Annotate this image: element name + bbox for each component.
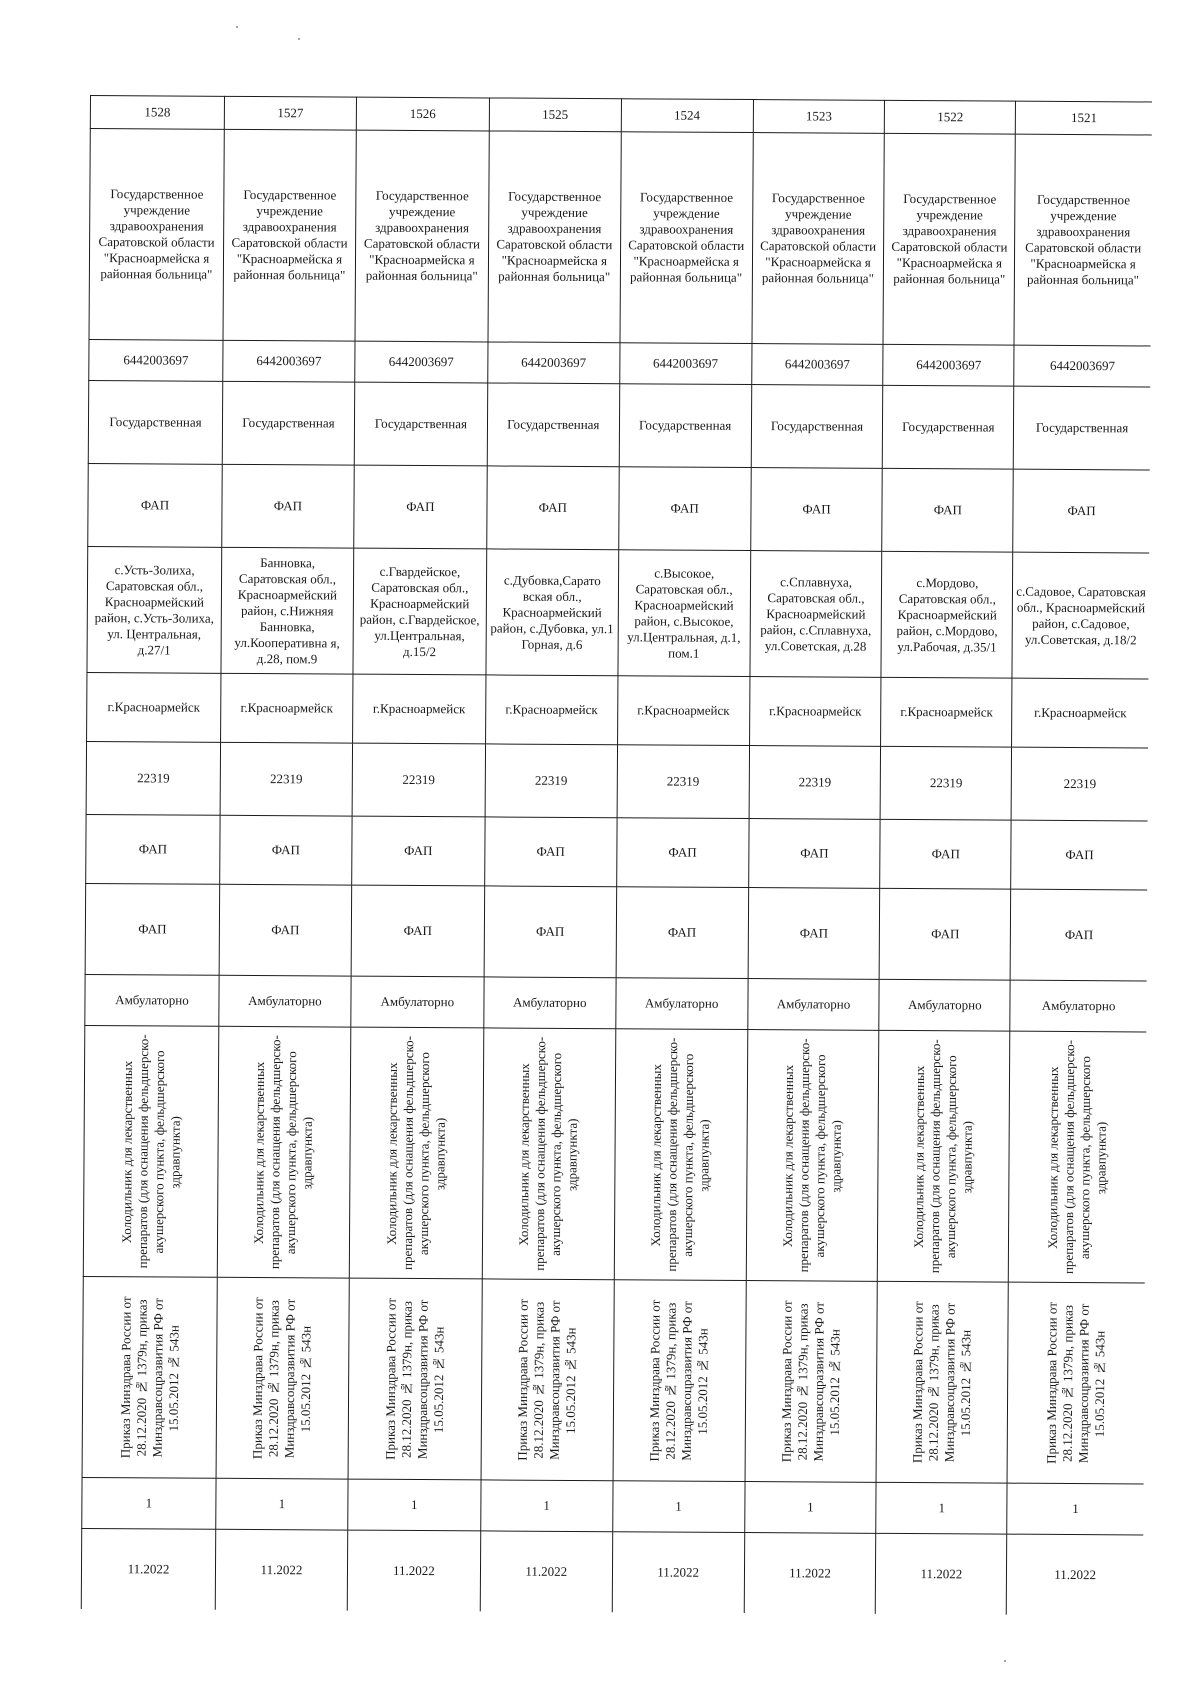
organization-cell: Государственное учреждение здравоохранения Саратовской области "Красноармейска я районная больница" [752,133,885,345]
fap-secondary-cell: ФАП [880,888,1011,980]
facility-type-cell: ФАП [1013,469,1150,553]
quantity-cell: 1 [82,1477,216,1529]
code-cell: 22319 [86,741,220,815]
equipment-cell-text: Холодильник для лекарственных препаратов (для оснащения фельдшерско-акушерского пункта, фельдшерского здравпункта) [251,1035,316,1270]
code-cell: 22319 [617,745,749,819]
ownership-cell: Государственная [751,385,883,469]
row-number-cell: 1521 [1016,101,1152,135]
scan-speck [236,26,238,28]
organization-cell: Государственное учреждение здравоохранения Саратовской области "Красноармейска я районная больница" [89,129,224,341]
care-mode-cell: Амбулаторно [85,974,219,1026]
table-row [82,1477,1144,1534]
facility-type-cell: ФАП [618,467,750,551]
fap-secondary-cell: ФАП [616,887,748,979]
address-cell: с.Высокое, Саратовская обл., Красноармейский район, с.Высокое, ул.Центральная, д.1, пом.1 [618,550,751,677]
fap-secondary-cell: ФАП [219,884,351,976]
inn-cell: 6442003697 [751,344,883,386]
table-row [89,129,1152,346]
inn-cell: 6442003697 [223,340,355,382]
legal-basis-cell-text: Приказ Минздрава России от 28.12.2020 № 1379н, приказ Минздравсоцразвития РФ от 15.05.2012 № 543н [1043,1301,1108,1464]
code-cell: 22319 [1011,747,1148,821]
quantity-cell: 1 [216,1478,348,1530]
address-cell: с.Мордово, Саратовская обл., Красноармейский район, с.Мордово, ул.Рабочая, д.35/1 [881,551,1013,678]
ownership-cell: Государственная [1013,386,1150,470]
table-row [83,1025,1146,1282]
city-cell: г.Красноармейск [749,677,881,747]
quantity-cell: 1 [876,1482,1007,1534]
row-number-cell: 1527 [224,96,356,130]
organization-cell: Государственное учреждение здравоохранения Саратовской области "Красноармейска я районная больница" [1014,134,1152,346]
fap-secondary-cell: ФАП [85,883,220,975]
fap-secondary-cell: ФАП [1010,889,1147,981]
fap-secondary-cell: ФАП [351,885,485,977]
equipment-cell [349,1027,483,1279]
ownership-cell: Государственная [222,381,354,465]
legal-basis-cell-text: Приказ Минздрава России от 28.12.2020 № 1379н, приказ Минздравсоцразвития РФ от 15.05.2012 № 543н [514,1298,579,1461]
inn-cell: 6442003697 [89,339,223,381]
organization-cell: Государственное учреждение здравоохранения Саратовской области "Красноармейска я районная больница" [223,129,356,341]
fap-secondary-cell: ФАП [484,886,616,978]
facility-type-cell: ФАП [487,466,619,550]
care-mode-cell: Амбулаторно [351,976,484,1028]
table-row [89,339,1151,386]
city-cell: г.Красноармейск [1012,678,1149,748]
date-cell: 11.2022 [744,1533,876,1614]
table-row [82,1276,1145,1483]
equipment-cell-text: Холодильник для лекарственных препаратов (для оснащения фельдшерско-акушерского пункта, фельдшерского здравпункта) [911,1039,976,1274]
equipment-cell [1009,1031,1147,1283]
legal-basis-cell [348,1278,482,1480]
facility-type-cell: ФАП [88,463,223,547]
care-mode-cell: Амбулаторно [219,975,351,1027]
inn-cell: 6442003697 [1014,345,1150,387]
inn-cell: 6442003697 [619,343,751,385]
date-cell: 11.2022 [480,1531,612,1612]
care-mode-cell: Амбулаторно [616,978,748,1030]
equipment-cell [746,1030,879,1282]
row-number-cell: 1526 [356,97,489,131]
quantity-cell: 1 [1007,1483,1144,1535]
organization-cell: Государственное учреждение здравоохранения Саратовской области "Красноармейска я районная больница" [620,132,753,344]
code-cell: 22319 [881,746,1012,820]
legal-basis-cell-text: Приказ Минздрава России от 28.12.2020 № 1379н, приказ Минздравсоцразвития РФ от 15.05.2012 № 543н [910,1301,974,1464]
table-body [81,96,1152,1616]
equipment-cell [878,1030,1010,1282]
code-cell: 22319 [485,744,617,818]
city-cell: г.Красноармейск [352,674,485,744]
legal-basis-cell-text: Приказ Минздрава России от 28.12.2020 № 1379н, приказ Минздравсоцразвития РФ от 15.05.2012 № 543н [382,1297,447,1460]
equipment-cell [482,1028,615,1280]
legal-basis-cell-text: Приказ Минздрава России от 28.12.2020 № 1379н, приказ Минздравсоцразвития РФ от 15.05.2012 № 543н [778,1300,843,1463]
city-cell: г.Красноармейск [485,675,617,745]
equipment-cell-text: Холодильник для лекарственных препаратов (для оснащения фельдшерско-акушерского пункта, фельдшерского здравпункта) [516,1036,581,1271]
fap-cell: ФАП [352,816,485,886]
legal-basis-cell-text: Приказ Минздрава России от 28.12.2020 № 1379н, приказ Минздравсоцразвития РФ от 15.05.2012 № 543н [117,1296,182,1459]
city-cell: г.Красноармейск [221,673,353,743]
address-cell: с.Садовое, Саратовская обл., Красноармейский район, с.Садовое, ул.Советская, д.18/2 [1012,552,1149,679]
fap-secondary-cell: ФАП [748,888,880,980]
organization-cell: Государственное учреждение здравоохранения Саратовской области "Красноармейска я районная больница" [488,131,621,343]
equipment-cell [217,1026,350,1278]
equipment-cell-text: Холодильник для лекарственных препаратов (для оснащения фельдшерско-акушерского пункта, фельдшерского здравпункта) [648,1037,712,1272]
inn-cell: 6442003697 [883,344,1014,386]
legal-basis-cell [745,1281,878,1483]
date-cell: 11.2022 [612,1532,744,1613]
fap-cell: ФАП [1011,820,1148,890]
table-row [81,1528,1143,1615]
equipment-cell [614,1029,747,1281]
ownership-cell: Государственная [883,385,1014,469]
inn-cell: 6442003697 [355,341,488,383]
equipment-cell-text: Холодильник для лекарственных препаратов (для оснащения фельдшерско-акушерского пункта, фельдшерского здравпункта) [1045,1039,1109,1275]
quantity-cell: 1 [612,1481,744,1533]
equipment-cell-text: Холодильник для лекарственных препаратов (для оснащения фельдшерско-акушерского пункта, фельдшерского здравпункта) [383,1035,448,1270]
fap-cell: ФАП [748,819,880,889]
equipment-table [81,95,1152,1615]
table-row [88,463,1150,552]
date-cell: 11.2022 [215,1529,347,1610]
legal-basis-cell [481,1279,614,1481]
legal-basis-cell [216,1277,349,1479]
legal-basis-cell [82,1276,217,1478]
legal-basis-cell [1007,1282,1144,1484]
row-number-cell: 1522 [885,100,1016,134]
ownership-cell: Государственная [88,380,223,464]
code-cell: 22319 [749,746,881,820]
quantity-cell: 1 [744,1482,876,1534]
inn-cell: 6442003697 [488,342,620,384]
care-mode-cell: Амбулаторно [879,979,1010,1031]
table-row [87,546,1149,678]
organization-cell: Государственное учреждение здравоохранения Саратовской области "Красноармейска я районная больница" [883,133,1015,345]
row-number-cell: 1524 [621,99,753,133]
date-cell: 11.2022 [81,1528,216,1609]
fap-cell: ФАП [485,817,617,887]
scan-speck [1004,1660,1006,1662]
legal-basis-cell [877,1281,1009,1483]
row-number-cell: 1523 [753,100,885,134]
table-row [86,741,1148,820]
facility-type-cell: ФАП [354,465,487,549]
legal-basis-cell-text: Приказ Минздрава России от 28.12.2020 № 1379н, приказ Минздравсоцразвития РФ от 15.05.2012 № 543н [646,1299,711,1462]
legal-basis-cell [613,1280,746,1482]
fap-cell: ФАП [616,818,748,888]
address-cell: с.Гвардейское, Саратовская обл., Красноармейский район, с.Гвардейское, ул.Центральная, д.15/2 [353,548,487,675]
fap-cell: ФАП [880,819,1011,889]
fap-cell: ФАП [86,814,220,884]
city-cell: г.Красноармейск [87,672,221,742]
date-cell: 11.2022 [1006,1534,1143,1615]
address-cell: Банновка, Саратовская обл., Красноармейский район, с.Нижняя Банновка, ул.Кооперативна я, д.28, пом.9 [221,547,354,674]
ownership-cell: Государственная [354,382,487,466]
equipment-cell [83,1025,219,1277]
facility-type-cell: ФАП [750,468,882,552]
facility-type-cell: ФАП [882,468,1013,552]
code-cell: 22319 [352,743,485,817]
table-row [87,672,1149,747]
table-row [86,814,1148,889]
care-mode-cell: Амбулаторно [484,977,616,1029]
city-cell: г.Красноармейск [617,676,749,746]
legal-basis-cell-text: Приказ Минздрава России от 28.12.2020 № 1379н, приказ Минздравсоцразвития РФ от 15.05.2012 № 543н [250,1297,314,1460]
ownership-cell: Государственная [619,384,751,468]
organization-cell: Государственное учреждение здравоохранения Саратовской области "Красноармейска я районная больница" [355,130,489,342]
city-cell: г.Красноармейск [881,677,1012,747]
row-number-cell: 1528 [90,96,224,130]
ownership-cell: Государственная [487,383,619,467]
table-row [85,883,1147,980]
equipment-cell-text: Холодильник для лекарственных препаратов (для оснащения фельдшерско-акушерского пункта, фельдшерского здравпункта) [118,1034,183,1269]
facility-type-cell: ФАП [222,464,354,548]
address-cell: с.Сплавнуха, Саратовская обл., Красноармейский район, с.Сплавнуха, ул.Советская, д.28 [750,551,883,678]
row-number-cell: 1525 [489,98,621,132]
table-row [85,974,1147,1031]
date-cell: 11.2022 [876,1533,1007,1614]
code-cell: 22319 [220,742,352,816]
quantity-cell: 1 [348,1479,481,1531]
care-mode-cell: Амбулаторно [747,979,879,1031]
date-cell: 11.2022 [347,1530,480,1611]
address-cell: с.Усть-Золиха, Саратовская обл., Красноармейский район, с.Усть-Золиха, ул. Центральная, д.27/1 [87,546,222,673]
address-cell: с.Дубовка,Сарато вская обл., Красноармейский район, с.Дубовка, ул.1 Горная, д.6 [486,549,619,676]
quantity-cell: 1 [481,1480,613,1532]
care-mode-cell: Амбулаторно [1010,980,1147,1032]
scan-speck [298,38,300,40]
table-row [88,380,1150,469]
fap-cell: ФАП [220,815,352,885]
equipment-cell-text: Холодильник для лекарственных препаратов (для оснащения фельдшерско-акушерского пункта, фельдшерского здравпункта) [780,1038,844,1273]
